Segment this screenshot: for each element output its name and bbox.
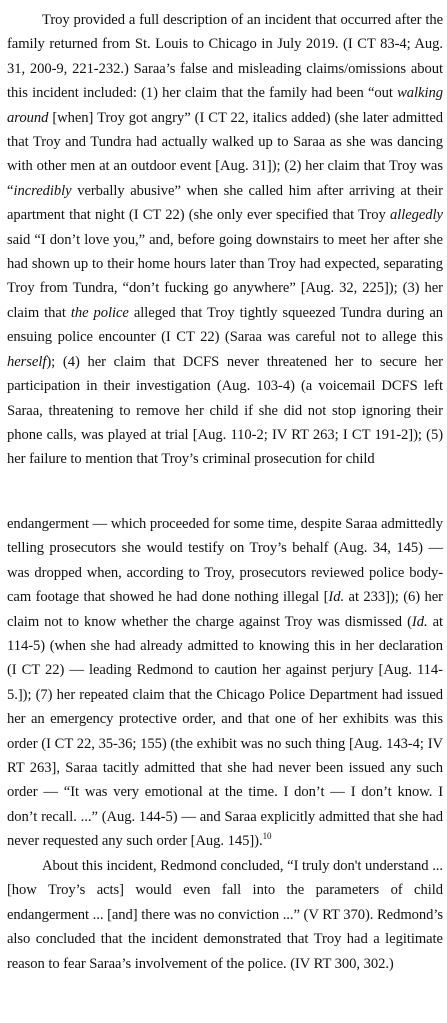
paragraph-incident-description: Troy provided a full description of an incident that occurred after the family returned from St. Louis to Chicago in July 2019. (I CT 83-4; Aug. 31, 200-9, 221-232.) Saraa’s false and misleading claims/omissions about this incident included: (1) her claim that the family had been “out walking around [when] Troy got angry” (I CT 22, italics added) (she later admitted that Troy and Tundra had actually walked up to Saraa as she was dancing with other men at an outdoor event [Aug. 31]); (2) her claim that Troy was “incredibly verbally abusive” when she called him after arriving at their apartment that night (I CT 22) (she only ever specified that Troy allegedly said “I don’t love you,” and, before going downstairs to meet her after she had shown up to their home hours later than Troy had expected, separating Troy from Tundra, “don’t fucking go anywhere” [Aug. 32, 225]); (3) her claim that the police alleged that Troy tightly squeezed Tundra during an ensuing police encounter (I CT 22) (Saraa was careful not to allege this herself); (4) her claim that DCFS never threatened her to secure her participation in their investigation (Aug. 103-4) (a voicemail DCFS left Saraa, threatening to remove her child if she did not stop ignoring their phone calls, was played at trial [Aug. 110-2; IV RT 263; I CT 191-2]); (5) her failure to mention that Troy’s criminal prosecution for child — [7, 12, 444, 468]
paragraph-redmond-conclusion: About this incident, Redmond concluded, “I truly don't understand ... [how Troy’s acts] would even fall into the parameters of child endangerment ... [and] there was no conviction ...” (V RT 370). Redmond’s also concluded that the incident demonstrated that Troy had a legitimate reason to fear Saraa’s involvement of the police. (IV RT 300, 302.) — [7, 858, 443, 972]
paragraph-continuation: endangerment — which proceeded for some time, despite Saraa admittedly telling prosecutors she would testify on Troy’s behalf (Aug. 34, 145) — was dropped when, according to Troy, prosecutors reviewed police body-cam footage that showed he had done nothing illegal [Id. at 233]); (6) her claim not to know whether the charge against Troy was dismissed (Id. at 114-5) (when she had already admitted to knowing this in her declaration (I CT 22) — leading Redmond to caution her against perjury [Aug. 114-5.]); (7) her repeated claim that the Chicago Police Department had issued her an emergency protective order, and that one of her exhibits was this order (I CT 22, 35-36; 155) (the exhibit was no such thing [Aug. 143-4; IV RT 263], Saraa tacitly admitted that she had never been issued any such order — “It was very emotional at the time. I don’t — I don’t know. I don’t recall. ...” (Aug. 144-5) — and Saraa explicitly admitted that she had never requested any such order [Aug. 145]).$^{10}$ — [7, 516, 443, 850]
